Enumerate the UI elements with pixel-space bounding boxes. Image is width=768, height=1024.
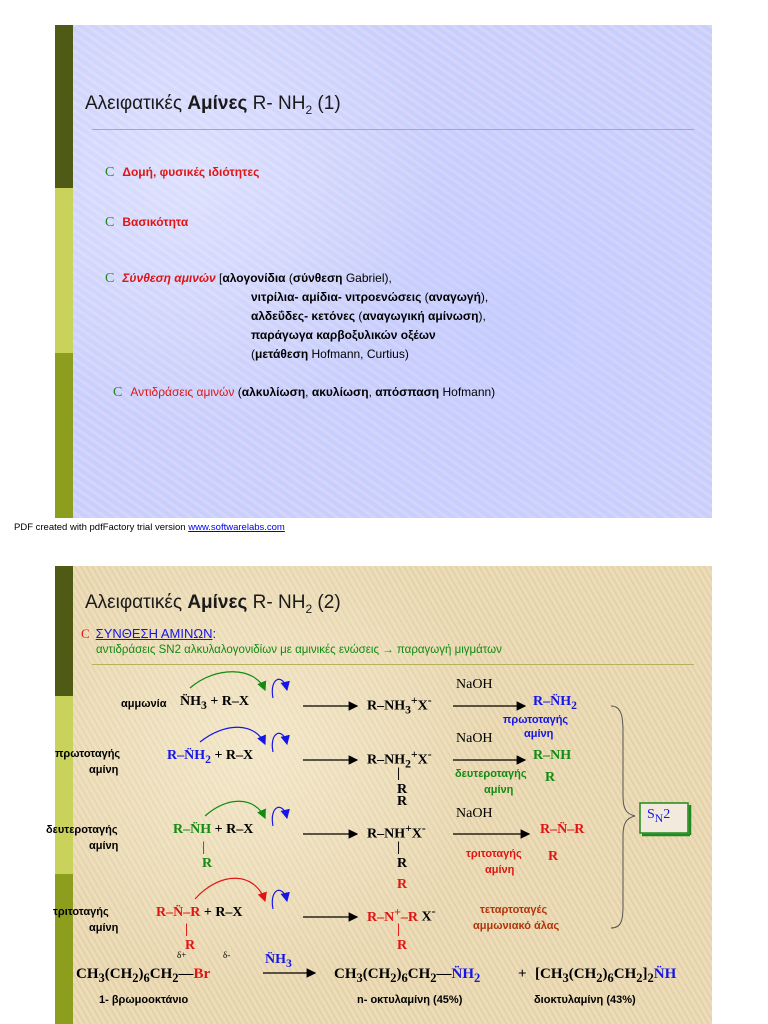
text-run: ( [285,271,293,285]
bullet-basicity: C Βασικότητα [105,215,189,230]
softwarelabs-link[interactable]: www.softwarelabs.com [188,522,285,533]
row2-product-r: R [545,770,556,785]
text-run: , [368,385,376,399]
row1-product: $R-N̈H_2$ [533,694,577,712]
label-quaternary-2: αμμωνιακό άλας [473,920,560,932]
slide-1-title: Αλειφατικές Αμίνες R- $NH_2$ (1) [85,93,341,117]
equation-over-arrow: $N̈H_3$ [265,952,292,970]
label-secondary-product: δευτεροταγής [455,768,527,780]
delta-plus: δ+ [177,950,187,960]
equation-plus: + [518,966,527,982]
label-tertiary: τριτοταγής [53,906,109,918]
row4-reactants: R–N̈–R + R–X [156,905,243,920]
row3-curved-arrow-green [205,801,265,818]
synthesis-heading: C ΣΥΝΘΕΣΗ ΑΜΙΝΩΝ: [81,626,217,641]
row4-reactant-r: | R [185,922,196,953]
sn2-box-label: $S_N2$ [647,807,671,825]
row4-intermediate-r: | R [397,922,408,953]
row3-product-r: R [548,849,559,864]
row4-top-r: R [397,877,408,892]
label-tertiary-product: τριτοταγής [466,848,522,860]
pdf-footer: PDF created with pdfFactory trial version www.softwarelabs.com [14,522,285,533]
text-run: ( [251,347,255,361]
row3-curved-arrow-blue [272,807,287,826]
row3-reactant-r: | R [202,840,213,871]
reaction-arrows-svg [55,566,712,1024]
row3-intermediate: R–NH+X- [367,822,426,842]
label-primary-product-amine: αμίνη [524,728,554,740]
bullet-reactions: C Αντιδράσεις αμινών (αλκυλίωση, ακυλίωση, απόσπαση Hofmann) [113,385,496,400]
row4-intermediate: R–N+–R X- [367,905,436,925]
row3-naoh: NaOH [456,806,493,821]
equation-reagent: $CH_3(CH_2)_6CH_2—Br$ [76,966,211,985]
text-run: αναγωγή [428,290,481,304]
text-run: αναγωγική αμίνωση [362,309,479,323]
slide-2-title: Αλειφατικές Αμίνες R- $NH_2$ (2) [85,592,341,616]
text-run: αλκυλίωση [241,385,306,399]
row2-curved-arrow-blue-2 [272,733,287,752]
bullet-synthesis: C Σύνθεση αμινών [αλογονίδια (σύνθεση Gabriel), νιτρίλια- αμίδια- νιτροενώσεις (αναγωγή), αλδεΰδες- κετόνες (αναγωγική αμίνωση), παράγωγα καρβοξυλικών οξέων (μετάθεση Hofmann, Curtius) [105,271,489,361]
label-ammonia: αμμωνία [121,698,167,710]
text-run: Hofmann) [439,385,496,399]
label-bromooctane: 1- βρωμοοκτάνιο [99,994,189,1006]
text-run: σύνθεση [292,271,343,285]
text-run: μετάθεση [255,347,309,361]
text-run: παράγωγα καρβοξυλικών οξέων [251,328,436,342]
text-run: ( [234,385,242,399]
label-octylamine: n- οκτυλαμίνη (45%) [357,994,463,1006]
row1-curved-arrow-green [190,672,265,690]
row2-intermediate: $R-NH_2^+X^-$ [367,748,432,771]
text-run: Hofmann, Curtius) [308,347,409,361]
row3-intermediate-r: | R [397,840,408,871]
sn2-subline: αντιδράσεις SN2 αλκυλαλογονιδίων με αμινικές ενώσεις → παραγωγή μιγμάτων [96,644,502,656]
row2-product: R–NH [533,748,572,763]
row1-intermediate: $R-NH_3^+X^-$ [367,694,432,717]
text-run: [ [215,271,223,285]
label-quaternary-1: τεταρτοταγές [480,904,548,916]
row2-naoh: NaOH [456,731,493,746]
text-run: ), [480,290,489,304]
label-secondary-product-amine: αμίνη [484,784,514,796]
row1-naoh: NaOH [456,677,493,692]
row3-product: R–N̈–R [540,822,585,837]
row4-curved-arrow-blue [272,890,287,909]
row2-curved-arrow-blue [200,727,265,744]
label-secondary-amine: αμίνη [89,840,119,852]
bullet-structure: C Δομή, φυσικές ιδιότητες [105,165,260,180]
slide-1-side-bar [55,25,73,518]
slide-1-divider [92,129,694,130]
equation-product-1: $CH_3(CH_2)_6CH_2—N̈H_2$ [334,966,481,985]
row3-top-r: R [397,794,408,809]
text-run: νιτρίλια- αμίδια- νιτροενώσεις [251,290,422,304]
row3-reactants: R–N̈H + R–X [173,822,254,837]
row2-intermediate-r: | R [397,766,408,797]
row1-curved-arrow-blue [272,679,287,698]
slide-1 [55,25,712,518]
brace [611,706,635,928]
label-primary-product: πρωτοταγής [503,714,569,726]
text-run: ακυλίωση [311,385,369,399]
row1-reactants: $N̈H_3 + R-X$ [180,694,250,712]
label-dioctylamine: διοκτυλαμίνη (43%) [534,994,636,1006]
label-primary: πρωτοταγής [55,748,121,760]
text-run: Gabriel), [342,271,392,285]
delta-minus: δ- [223,950,231,960]
label-secondary: δευτεροταγής [46,824,118,836]
slide-2 [46,566,712,1024]
text-run: ( [421,290,429,304]
text-run: απόσπαση [375,385,440,399]
label-tertiary-product-amine: αμίνη [485,864,515,876]
row2-reactants: $R-N̈H_2 + R-X$ [167,748,254,766]
text-run: ), [478,309,486,323]
text-run: ( [355,309,363,323]
text-run: αλδεΰδες- κετόνες [251,309,356,323]
label-primary-amine: αμίνη [89,764,119,776]
equation-product-2: $[CH_3(CH_2)_6CH_2]_2N̈H$ [535,966,677,985]
row4-curved-arrow-red [195,878,265,901]
text-run: , [305,385,312,399]
label-tertiary-amine: αμίνη [89,922,119,934]
text-run: αλογονίδια [222,271,286,285]
